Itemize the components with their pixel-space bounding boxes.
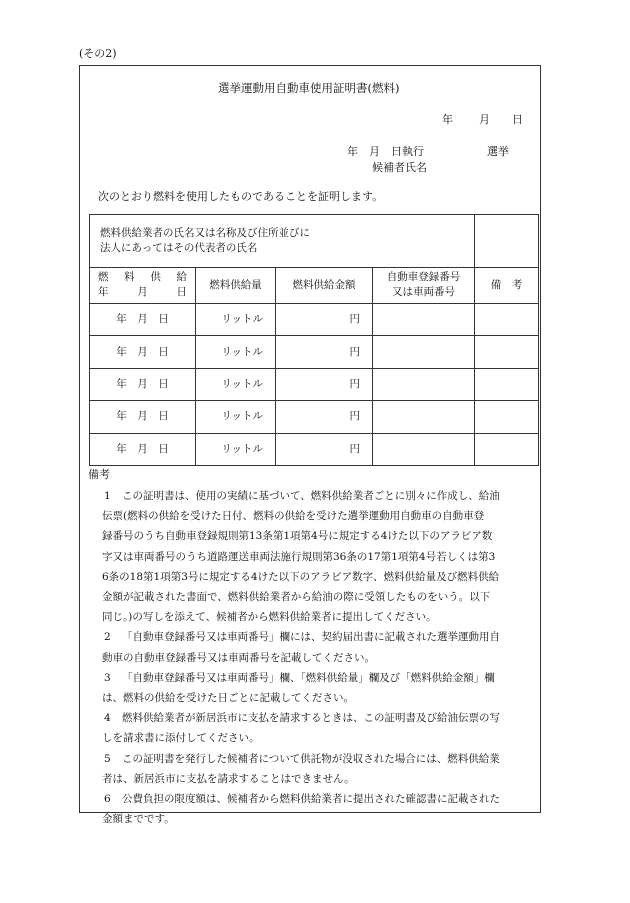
table-row xyxy=(90,336,539,368)
note-item-3: 3 「自動車登録番号又は車両番号」欄、「燃料供給量」欄及び「燃料供給金額」欄 は、燃料の供給を受けた日ごとに記載してください。 xyxy=(102,671,495,705)
table-row xyxy=(90,368,539,400)
row-registration[interactable] xyxy=(373,304,475,336)
supplier-header xyxy=(90,215,475,268)
col-remarks-header: 備 考 xyxy=(475,267,539,303)
note-item-4: 4 燃料供給業者が新居浜市に支払を請求するときは、この証明書及び給油伝票の写 しを請求書に添付してください。 xyxy=(102,712,500,745)
row-price: 円 xyxy=(276,336,373,368)
row-price: 円 xyxy=(276,433,373,465)
date-year: 年 xyxy=(442,113,453,126)
row-price: 円 xyxy=(276,368,373,400)
note-item-5: 5 この証明書を発行した候補者について供託物が没収された場合には、燃料供給業 者は、新居浜市に支払を請求することはできません。 xyxy=(102,752,500,785)
row-remarks[interactable] xyxy=(475,401,539,433)
notes-list xyxy=(88,486,528,829)
row-remarks[interactable] xyxy=(475,368,539,400)
col-amount-header: 燃料供給量 xyxy=(196,267,276,303)
page-label: (その2) xyxy=(79,47,117,60)
row-date: 年 月 日 xyxy=(90,336,196,368)
fuel-table xyxy=(89,214,539,466)
certification-statement: 次のとおり燃料を使用したものであることを証明します。 xyxy=(98,190,384,203)
election-label: 選挙 xyxy=(487,145,509,158)
table-row xyxy=(90,433,539,465)
col-date-header-line2: 年 月 日 xyxy=(98,286,187,299)
row-amount: リットル xyxy=(196,401,276,433)
note-item-1: 1 この証明書は、使用の実績に基づいて、燃料供給業者ごとに別々に作成し、給油 伝票(燃料の供給を受けた日付、燃料の供給を受けた選挙運動用自動車の自動車登 録番号のうち自動車登録規則第13条第1項第4号に規定する4けた以下のアラビア数 字又は車両番号のうち道路運送車両法施行規則第36条の17第1項第4号若しくは第3 6条の18第1項第3号に規定する4けた以下のアラビア数字、燃料供給量及び燃料供給 金額が記載された書面で、燃料供給業者から給油の際に受領したものをいう。以下 同じ。)の写しを添えて、候補者から燃料供給業者に提出してください。 xyxy=(102,490,500,624)
election-date: 年 月 日執行 xyxy=(347,145,424,158)
row-registration[interactable] xyxy=(373,368,475,400)
row-remarks[interactable] xyxy=(475,304,539,336)
candidate-name-label: 候補者氏名 xyxy=(372,161,427,174)
row-registration[interactable] xyxy=(373,336,475,368)
row-remarks[interactable] xyxy=(475,336,539,368)
row-remarks[interactable] xyxy=(475,433,539,465)
table-row xyxy=(90,401,539,433)
date-day: 日 xyxy=(512,113,523,126)
col-date-header xyxy=(90,267,196,303)
row-amount: リットル xyxy=(196,368,276,400)
row-date: 年 月 日 xyxy=(90,401,196,433)
supplier-header-line1: 燃料供給業者の氏名又は名称及び住所並びに xyxy=(100,226,310,239)
notes-heading: 備考 xyxy=(88,468,110,481)
row-price: 円 xyxy=(276,401,373,433)
row-price: 円 xyxy=(276,304,373,336)
supplier-value-cell[interactable] xyxy=(475,215,539,268)
col-registration-header: 自動車登録番号 又は車両番号 xyxy=(373,267,475,303)
supplier-header-line2: 法人にあってはその代表者の氏名 xyxy=(100,241,258,254)
table-row xyxy=(90,304,539,336)
row-date: 年 月 日 xyxy=(90,433,196,465)
col-price-header: 燃料供給金額 xyxy=(276,267,373,303)
col-date-header-line1: 燃 料 供 給 xyxy=(98,271,187,284)
row-amount: リットル xyxy=(196,304,276,336)
note-item-6: 6 公費負担の限度額は、候補者から燃料供給業者に提出された確認書に記載された 金額までです。 xyxy=(102,793,500,826)
row-amount: リットル xyxy=(196,336,276,368)
row-date: 年 月 日 xyxy=(90,304,196,336)
row-registration[interactable] xyxy=(373,433,475,465)
row-date: 年 月 日 xyxy=(90,368,196,400)
page-title: 選挙運動用自動車使用証明書(燃料) xyxy=(218,81,400,95)
date-month: 月 xyxy=(479,113,490,126)
note-item-2: 2 「自動車登録番号又は車両番号」欄には、契約届出書に記載された選挙運動用自 動車の自動車登録番号又は車両番号を記載してください。 xyxy=(102,631,500,664)
row-registration[interactable] xyxy=(373,401,475,433)
row-amount: リットル xyxy=(196,433,276,465)
